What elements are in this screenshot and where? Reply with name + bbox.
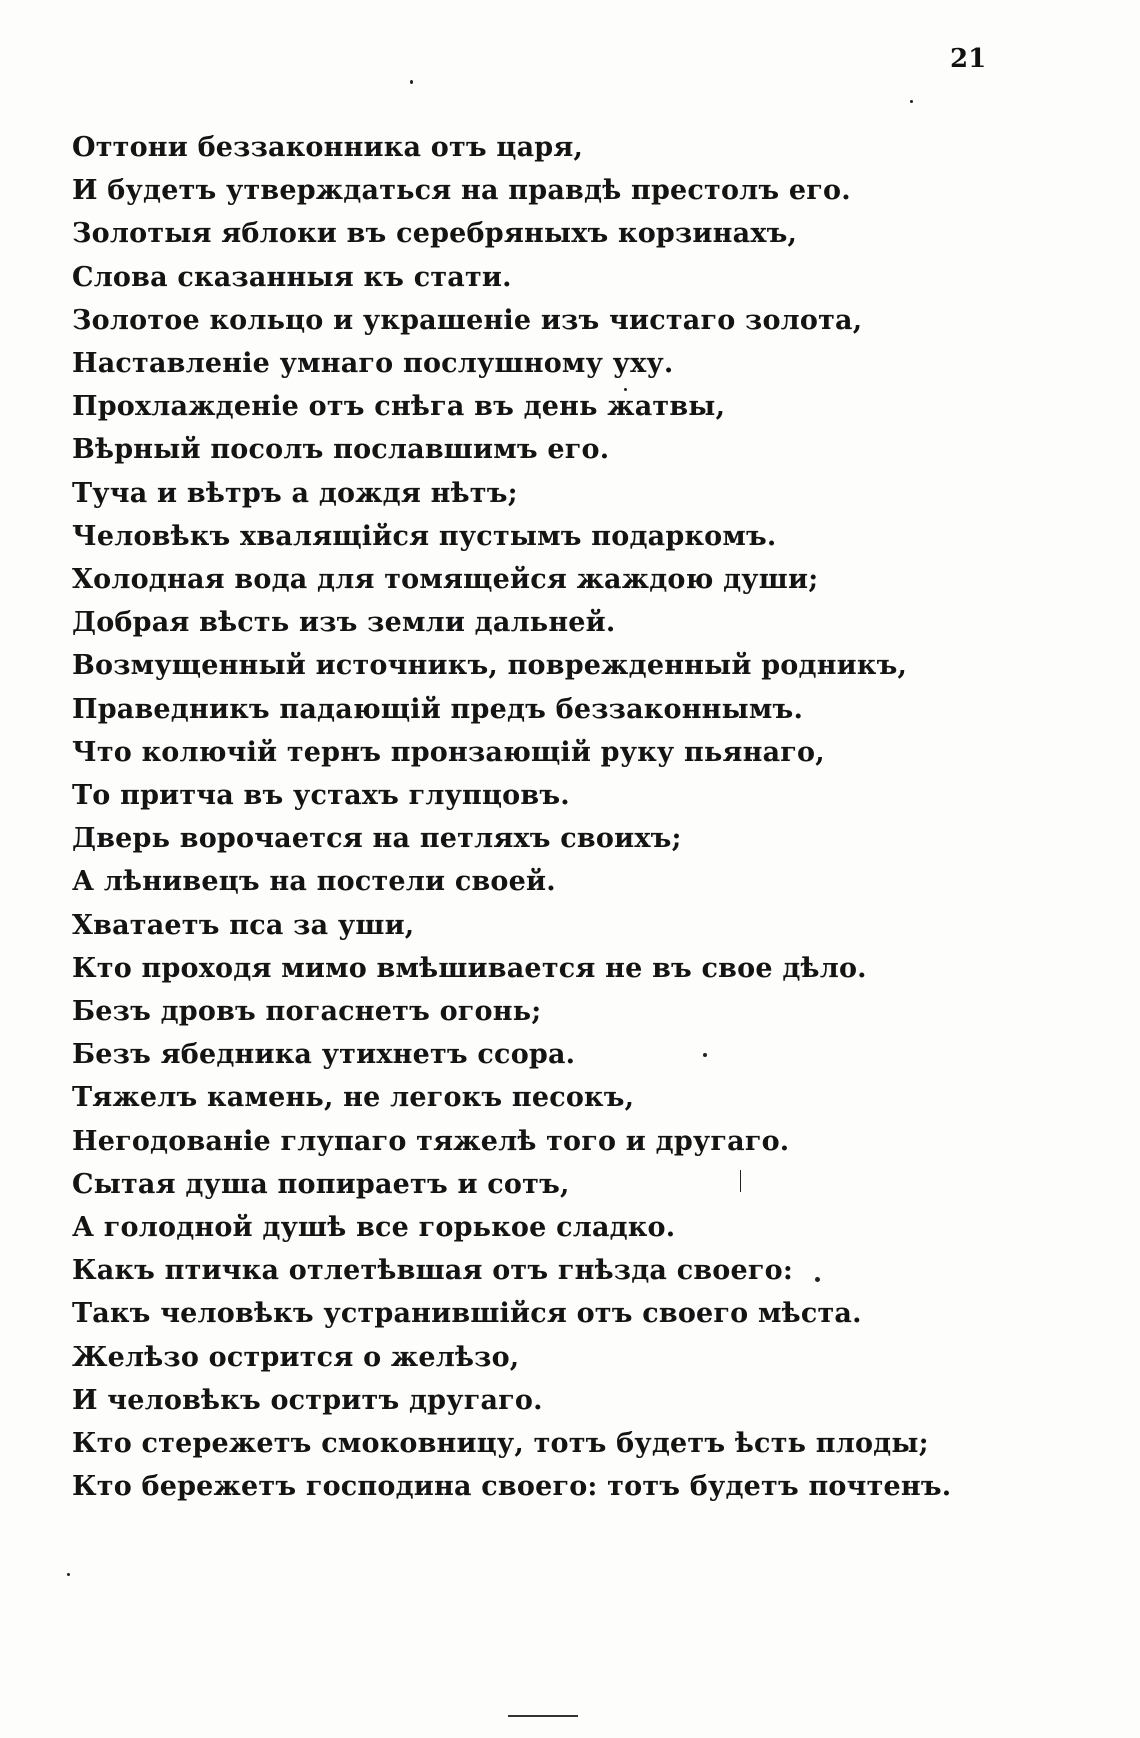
ink-speck <box>740 1170 741 1192</box>
verse-line: Кто стережетъ смоковницу, тотъ будетъ ѣсть плоды; <box>72 1428 929 1460</box>
verse-line: И будетъ утверждаться на правдѣ престолъ его. <box>72 175 851 207</box>
verse-line: И человѣкъ остритъ другаго. <box>72 1384 543 1416</box>
verse-line: Кто проходя мимо вмѣшивается не въ свое дѣло. <box>72 952 867 984</box>
verse-line: Желѣзо острится о желѣзо, <box>72 1341 520 1373</box>
verse-line: Праведникъ падающій предъ беззаконнымъ. <box>72 693 804 725</box>
verse-line: Вѣрный посолъ пославшимъ его. <box>72 434 610 466</box>
verse-line: Золотыя яблоки въ серебряныхъ корзинахъ, <box>72 218 798 250</box>
verse-line: А лѣнивецъ на постели своей. <box>72 866 556 898</box>
verse-line: Сытая душа попираетъ и сотъ, <box>72 1168 570 1200</box>
footer-rule <box>508 1715 578 1717</box>
verse-line: Оттони беззаконника отъ царя, <box>72 132 584 163</box>
verse-line: Туча и вѣтръ а дождя нѣтъ; <box>72 477 518 509</box>
verse-line: Дверь ворочается на петляхъ своихъ; <box>72 823 682 855</box>
verse-line: Холодная вода для томящейся жаждою души; <box>72 564 819 596</box>
verse-line: То притча въ устахъ глупцовъ. <box>72 780 570 812</box>
ink-speck <box>703 1053 707 1057</box>
verse-line: Что колючій тернъ пронзающій руку пьянаго, <box>72 736 825 768</box>
ink-speck <box>815 1277 820 1282</box>
verse-line: Безъ ябедника утихнетъ ссора. <box>72 1039 576 1071</box>
verse-line: Безъ дровъ погаснетъ огонь; <box>72 996 542 1028</box>
verse-line: Человѣкъ хвалящійся пустымъ подаркомъ. <box>72 520 777 552</box>
verse-line: Золотое кольцо и украшеніе изъ чистаго золота, <box>72 304 863 336</box>
verse-line: Такъ человѣкъ устранившійся отъ своего мѣста. <box>72 1298 862 1330</box>
verse-line: Негодованіе глупаго тяжелѣ того и другаго. <box>72 1125 790 1157</box>
verse-line: Прохлажденіе отъ снѣга въ день жатвы, <box>72 391 726 423</box>
verse-line: Кто бережетъ господина своего: тотъ будетъ почтенъ. <box>72 1471 952 1503</box>
verse-block <box>72 126 1072 1509</box>
verse-line: Возмущенный источникъ, поврежденный родникъ, <box>72 650 908 682</box>
verse-line: Хватаетъ пса за уши, <box>72 909 415 941</box>
verse-line: А голодной душѣ все горькое сладко. <box>72 1212 676 1244</box>
ink-speck <box>67 1573 70 1576</box>
verse-line: Тяжелъ камень, не легокъ песокъ, <box>72 1082 635 1114</box>
verse-line: Какъ птичка отлетѣвшая отъ гнѣзда своего: <box>72 1255 793 1287</box>
ink-speck <box>624 388 627 391</box>
ink-speck <box>910 100 913 103</box>
verse-line: Слова сказанныя къ стати. <box>72 261 512 293</box>
verse-line: Наставленіе умнаго послушному уху. <box>72 348 674 380</box>
ink-speck <box>410 80 413 84</box>
verse-line: Добрая вѣсть изъ земли дальней. <box>72 607 616 639</box>
page-number: 21 <box>950 44 987 74</box>
